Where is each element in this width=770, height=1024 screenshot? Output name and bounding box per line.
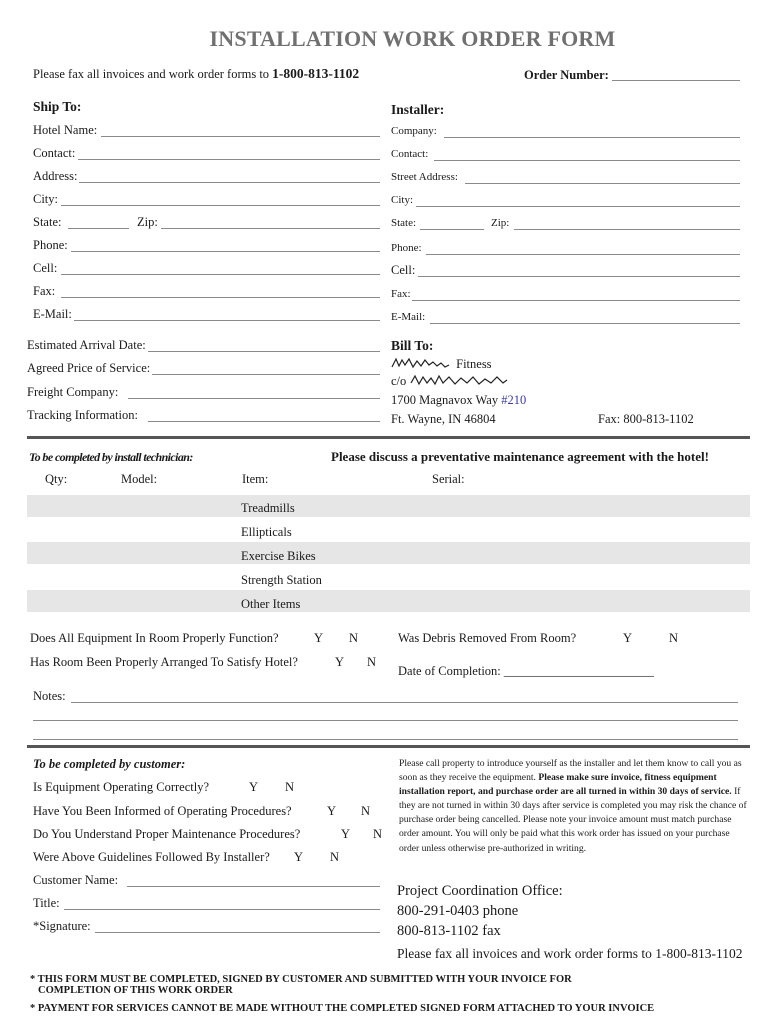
installer-city-field[interactable] bbox=[416, 206, 740, 207]
agreed-price-field[interactable] bbox=[152, 374, 380, 375]
ship-cell-field[interactable] bbox=[61, 274, 380, 275]
q-informed-yes[interactable]: Y bbox=[327, 804, 337, 818]
fax-number: 1-800-813-1102 bbox=[272, 66, 360, 81]
col-serial: Serial: bbox=[432, 472, 465, 486]
item-other: Other Items bbox=[241, 597, 301, 611]
customer-name-field[interactable] bbox=[127, 886, 380, 887]
ship-zip-field[interactable] bbox=[161, 228, 380, 229]
ship-cell-label: Cell: bbox=[33, 261, 58, 275]
arrival-date-field[interactable] bbox=[148, 351, 380, 352]
q-informed-no[interactable]: N bbox=[361, 804, 371, 818]
q-debris: Was Debris Removed From Room? bbox=[398, 631, 577, 645]
installer-fax-label: Fax: bbox=[391, 288, 411, 300]
footer-note-1-cont: COMPLETION OF THIS WORK ORDER bbox=[38, 985, 233, 996]
arrival-date-label: Estimated Arrival Date: bbox=[27, 338, 146, 352]
q-guidelines-no[interactable]: N bbox=[330, 850, 340, 864]
ship-phone-field[interactable] bbox=[71, 251, 380, 252]
bill-to-fax: Fax: 800-813-1102 bbox=[598, 412, 694, 426]
tracking-field[interactable] bbox=[148, 421, 380, 422]
customer-heading: To be completed by customer: bbox=[33, 757, 186, 771]
ship-to-heading: Ship To: bbox=[33, 99, 82, 114]
installer-company-field[interactable] bbox=[444, 137, 740, 138]
ship-fax-label: Fax: bbox=[33, 284, 56, 298]
instructions-bold: Please make sure invoice, fitness equipment installation report, and purchase order are all turned in within 30 days of service. bbox=[399, 772, 732, 798]
ship-email-label: E-Mail: bbox=[33, 307, 72, 321]
ship-state-label: State: bbox=[33, 215, 62, 229]
section-divider-1 bbox=[27, 436, 750, 439]
table-row-shade bbox=[27, 495, 750, 517]
q-function-no[interactable]: N bbox=[349, 631, 359, 645]
order-number-field[interactable] bbox=[612, 80, 740, 81]
bill-to-address bbox=[391, 393, 526, 408]
installer-heading: Installer: bbox=[391, 102, 445, 117]
q-operating: Is Equipment Operating Correctly? bbox=[33, 780, 209, 794]
customer-name-label: Customer Name: bbox=[33, 873, 119, 887]
hotel-name-label: Hotel Name: bbox=[33, 123, 98, 137]
order-number-label: Order Number: bbox=[524, 68, 609, 82]
q-maintenance-yes[interactable]: Y bbox=[341, 827, 351, 841]
bill-to-line2 bbox=[391, 374, 509, 389]
installer-contact-field[interactable] bbox=[434, 160, 740, 161]
section-divider-2 bbox=[27, 745, 750, 748]
agreed-price-label: Agreed Price of Service: bbox=[27, 361, 151, 375]
item-strength-station: Strength Station bbox=[241, 573, 322, 587]
tracking-label: Tracking Information: bbox=[27, 408, 138, 422]
customer-title-field[interactable] bbox=[64, 909, 380, 910]
installer-cell-label: Cell: bbox=[391, 263, 416, 277]
ship-fax-field[interactable] bbox=[61, 297, 380, 298]
ship-email-field[interactable] bbox=[74, 320, 380, 321]
fax-intro-text: Please fax all invoices and work order forms to bbox=[33, 67, 270, 81]
col-qty: Qty: bbox=[45, 472, 68, 486]
ship-state-field[interactable] bbox=[68, 228, 129, 229]
notes-label: Notes: bbox=[33, 689, 66, 703]
ship-address-label: Address: bbox=[33, 169, 78, 183]
ship-address-field[interactable] bbox=[79, 182, 380, 183]
installer-city-label: City: bbox=[391, 194, 414, 206]
redacted-company-mark bbox=[409, 374, 509, 386]
bill-to-heading: Bill To: bbox=[391, 338, 434, 353]
coordination-fax-note: Please fax all invoices and work order forms to 1-800-813-1102 bbox=[397, 946, 743, 961]
form-title: INSTALLATION WORK ORDER FORM bbox=[209, 26, 616, 51]
hotel-name-field[interactable] bbox=[101, 136, 380, 137]
maintenance-note: Please discuss a preventative maintenance agreement with the hotel! bbox=[331, 449, 709, 464]
installer-zip-field[interactable] bbox=[514, 229, 740, 230]
ship-city-label: City: bbox=[33, 192, 59, 206]
bill-to-co: c/o bbox=[391, 374, 407, 388]
col-model: Model: bbox=[121, 472, 158, 486]
installer-state-label: State: bbox=[391, 217, 417, 229]
coordination-fax: 800-813-1102 fax bbox=[397, 923, 501, 939]
q-operating-no[interactable]: N bbox=[285, 780, 295, 794]
installer-instructions bbox=[399, 757, 749, 856]
installer-contact-label: Contact: bbox=[391, 148, 429, 160]
item-treadmills: Treadmills bbox=[241, 501, 295, 515]
q-guidelines: Were Above Guidelines Followed By Installer? bbox=[33, 850, 270, 864]
installer-zip-label: Zip: bbox=[491, 217, 510, 229]
ship-phone-label: Phone: bbox=[33, 238, 68, 252]
bill-to-fitness: Fitness bbox=[456, 357, 492, 371]
table-row-shade bbox=[27, 590, 750, 612]
instructions-text-1: Please call property to introduce yourself as the installer and let them know to call you as soon as they receive the equipment. bbox=[399, 758, 742, 784]
table-row-shade bbox=[27, 542, 750, 564]
installer-cell-field[interactable] bbox=[418, 276, 740, 277]
q-informed: Have You Been Informed of Operating Procedures? bbox=[33, 804, 292, 818]
coordination-office: Project Coordination Office: bbox=[397, 883, 563, 899]
q-operating-yes[interactable]: Y bbox=[249, 780, 259, 794]
freight-company-label: Freight Company: bbox=[27, 385, 119, 399]
installer-state-field[interactable] bbox=[420, 229, 484, 230]
redacted-name-mark bbox=[391, 357, 453, 369]
installer-street-label: Street Address: bbox=[391, 171, 458, 183]
instructions-text-2: If they are not turned in within 30 days after service is completed you may risk the chance of purchase order being cancelled. Please note your invoice amount must match purchase order amount. You will only be paid what this work order has issued on your purchase order unless otherwise pre-authorized in writing. bbox=[399, 786, 747, 854]
installer-street-field[interactable] bbox=[465, 183, 740, 184]
ship-contact-field[interactable] bbox=[78, 159, 380, 160]
bill-to-line1 bbox=[391, 357, 492, 372]
footer-note-1: * THIS FORM MUST BE COMPLETED, SIGNED BY CUSTOMER AND SUBMITTED WITH YOUR INVOICE FOR bbox=[30, 974, 572, 985]
q-debris-no[interactable]: N bbox=[669, 631, 679, 645]
freight-company-field[interactable] bbox=[128, 398, 380, 399]
date-of-completion[interactable]: Date of Completion: ________________________ bbox=[398, 664, 654, 678]
customer-title-label: Title: bbox=[33, 896, 60, 910]
col-item: Item: bbox=[242, 472, 269, 486]
ship-zip-label: Zip: bbox=[137, 215, 158, 229]
q-arranged-no[interactable]: N bbox=[367, 655, 377, 669]
technician-heading: To be completed by install technician: bbox=[29, 450, 193, 464]
item-ellipticals: Ellipticals bbox=[241, 525, 292, 539]
notes-line[interactable] bbox=[33, 739, 738, 740]
q-maintenance: Do You Understand Proper Maintenance Procedures? bbox=[33, 827, 301, 841]
bill-to-street: 1700 Magnavox Way bbox=[391, 393, 499, 407]
ship-contact-label: Contact: bbox=[33, 146, 76, 160]
installer-phone-field[interactable] bbox=[426, 254, 740, 255]
q-arranged-yes[interactable]: Y bbox=[335, 655, 345, 669]
footer-note-2: * PAYMENT FOR SERVICES CANNOT BE MADE WITHOUT THE COMPLETED SIGNED FORM ATTACHED TO YOUR INVOICE bbox=[30, 1003, 655, 1014]
signature-field[interactable] bbox=[95, 932, 380, 933]
item-exercise-bikes: Exercise Bikes bbox=[241, 549, 316, 563]
ship-city-field[interactable] bbox=[61, 205, 380, 206]
installer-fax-field[interactable] bbox=[412, 300, 740, 301]
bill-to-suite: #210 bbox=[501, 393, 527, 407]
q-debris-yes[interactable]: Y bbox=[623, 631, 633, 645]
notes-line[interactable] bbox=[33, 720, 738, 721]
installer-company-label: Company: bbox=[391, 125, 437, 137]
notes-line[interactable] bbox=[71, 702, 738, 703]
installer-email-field[interactable] bbox=[430, 323, 740, 324]
installer-email-label: E-Mail: bbox=[391, 311, 426, 323]
q-arranged: Has Room Been Properly Arranged To Satisfy Hotel? bbox=[30, 655, 298, 669]
q-function: Does All Equipment In Room Properly Function? bbox=[30, 631, 279, 645]
installer-phone-label: Phone: bbox=[391, 242, 422, 254]
q-guidelines-yes[interactable]: Y bbox=[294, 850, 304, 864]
bill-to-city-state-zip: Ft. Wayne, IN 46804 bbox=[391, 412, 496, 426]
q-maintenance-no[interactable]: N bbox=[373, 827, 383, 841]
q-function-yes[interactable]: Y bbox=[314, 631, 324, 645]
signature-label: *Signature: bbox=[33, 919, 91, 933]
coordination-phone: 800-291-0403 phone bbox=[397, 903, 519, 919]
fax-instruction bbox=[33, 66, 359, 82]
